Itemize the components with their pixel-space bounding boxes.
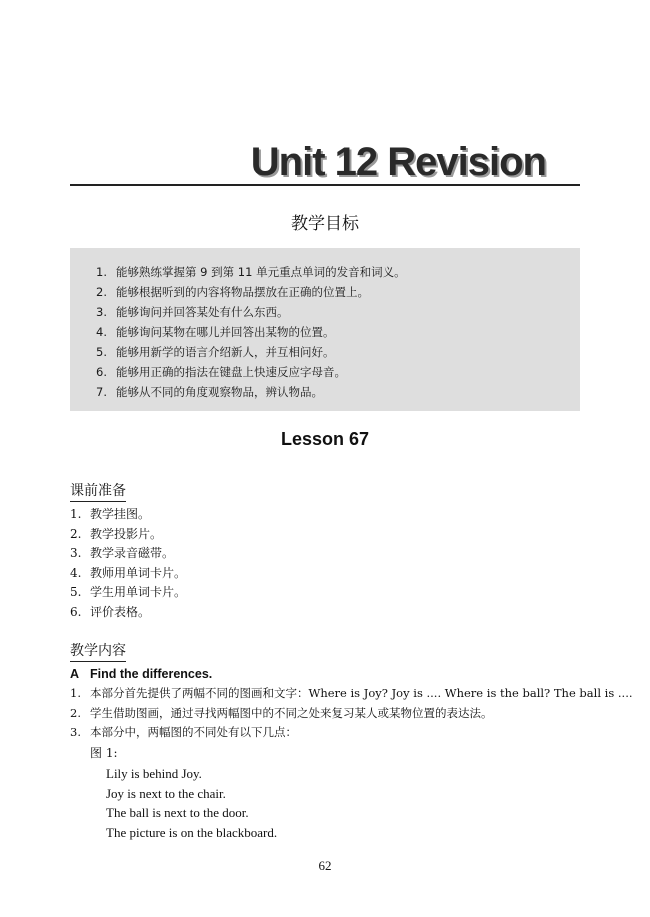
goal-number: 3. bbox=[96, 305, 107, 319]
content-heading: 教学内容 bbox=[70, 642, 126, 662]
figure-label: 图 1: bbox=[90, 746, 118, 760]
goal-number: 7. bbox=[96, 385, 107, 399]
content-text: 学生借助图画，通过寻找两幅图中的不同之处来复习某人或某物位置的表达法。 bbox=[90, 705, 493, 720]
goal-text: 能够用正确的指法在键盘上快速反应字母音。 bbox=[116, 365, 346, 379]
goal-item bbox=[96, 262, 406, 282]
content-number: 1. bbox=[70, 686, 81, 700]
figure-line: Lily is behind Joy. bbox=[106, 766, 202, 781]
section-a-title: Find the differences. bbox=[90, 667, 213, 681]
content-item bbox=[70, 723, 633, 743]
goal-text: 能够根据听到的内容将物品摆放在正确的位置上。 bbox=[116, 285, 369, 299]
page-number: 62 bbox=[318, 858, 332, 873]
prep-item bbox=[70, 564, 186, 584]
goal-item bbox=[96, 302, 406, 322]
content-number: 3. bbox=[70, 725, 81, 739]
section-a-list bbox=[70, 684, 633, 743]
goal-number: 6. bbox=[96, 365, 107, 379]
figure-line: The ball is next to the door. bbox=[106, 805, 249, 820]
prep-text: 教师用单词卡片。 bbox=[90, 565, 187, 580]
goal-item bbox=[96, 382, 406, 402]
prep-text: 学生用单词卡片。 bbox=[90, 585, 187, 599]
prep-item bbox=[70, 603, 186, 623]
goal-text: 能够熟练掌握第 9 到第 11 单元重点单词的发音和词义。 bbox=[116, 265, 406, 279]
figure-line: The picture is on the blackboard. bbox=[106, 824, 278, 840]
content-number: 2. bbox=[70, 705, 81, 720]
unit-title: Unit 12 Revision bbox=[250, 140, 546, 184]
prep-text: 评价表格。 bbox=[90, 604, 151, 619]
content-text: 本部分中，两幅图的不同处有以下几点： bbox=[90, 725, 297, 739]
figure-lines bbox=[106, 764, 277, 842]
prep-item bbox=[70, 583, 186, 603]
prep-number: 4. bbox=[70, 565, 82, 580]
prep-item bbox=[70, 544, 186, 564]
prep-number: 5. bbox=[70, 585, 82, 599]
title-divider bbox=[70, 184, 580, 186]
goal-text: 能够从不同的角度观察物品，辨认物品。 bbox=[116, 385, 323, 399]
goal-number: 5. bbox=[96, 345, 107, 359]
prep-list bbox=[70, 505, 186, 622]
goal-text: 能够询问某物在哪儿并回答出某物的位置。 bbox=[116, 325, 335, 339]
goal-item bbox=[96, 282, 406, 302]
goal-number: 1. bbox=[96, 265, 107, 279]
content-item bbox=[70, 684, 633, 704]
lesson-title: Lesson 67 bbox=[280, 429, 370, 449]
goals-heading: 教学目标 bbox=[291, 214, 359, 234]
prep-text: 教学录音磁带。 bbox=[90, 546, 175, 560]
prep-number: 1. bbox=[70, 507, 82, 521]
prep-number: 2. bbox=[70, 526, 82, 541]
prep-item bbox=[70, 525, 186, 545]
goal-item bbox=[96, 342, 406, 362]
prep-item bbox=[70, 505, 186, 525]
section-a-letter: A bbox=[70, 667, 80, 681]
goal-item bbox=[96, 322, 406, 342]
section-a-heading bbox=[70, 665, 212, 683]
goal-text: 能够用新学的语言介绍新人，并互相问好。 bbox=[116, 345, 335, 359]
prep-text: 教学挂图。 bbox=[90, 507, 151, 521]
goals-list bbox=[96, 262, 406, 402]
goal-text: 能够询问并回答某处有什么东西。 bbox=[116, 305, 289, 319]
goal-number: 4. bbox=[96, 325, 107, 339]
prep-heading: 课前准备 bbox=[70, 482, 126, 502]
goal-item bbox=[96, 362, 406, 382]
prep-number: 3. bbox=[70, 546, 82, 560]
prep-text: 教学投影片。 bbox=[90, 526, 163, 541]
prep-number: 6. bbox=[70, 604, 82, 619]
content-text: 本部分首先提供了两幅不同的图画和文字：Where is Joy? Joy is .... Where is the ball? The ball is .... bbox=[90, 686, 633, 700]
figure-line: Joy is next to the chair. bbox=[106, 785, 226, 801]
goal-number: 2. bbox=[96, 285, 107, 299]
content-item bbox=[70, 704, 633, 724]
